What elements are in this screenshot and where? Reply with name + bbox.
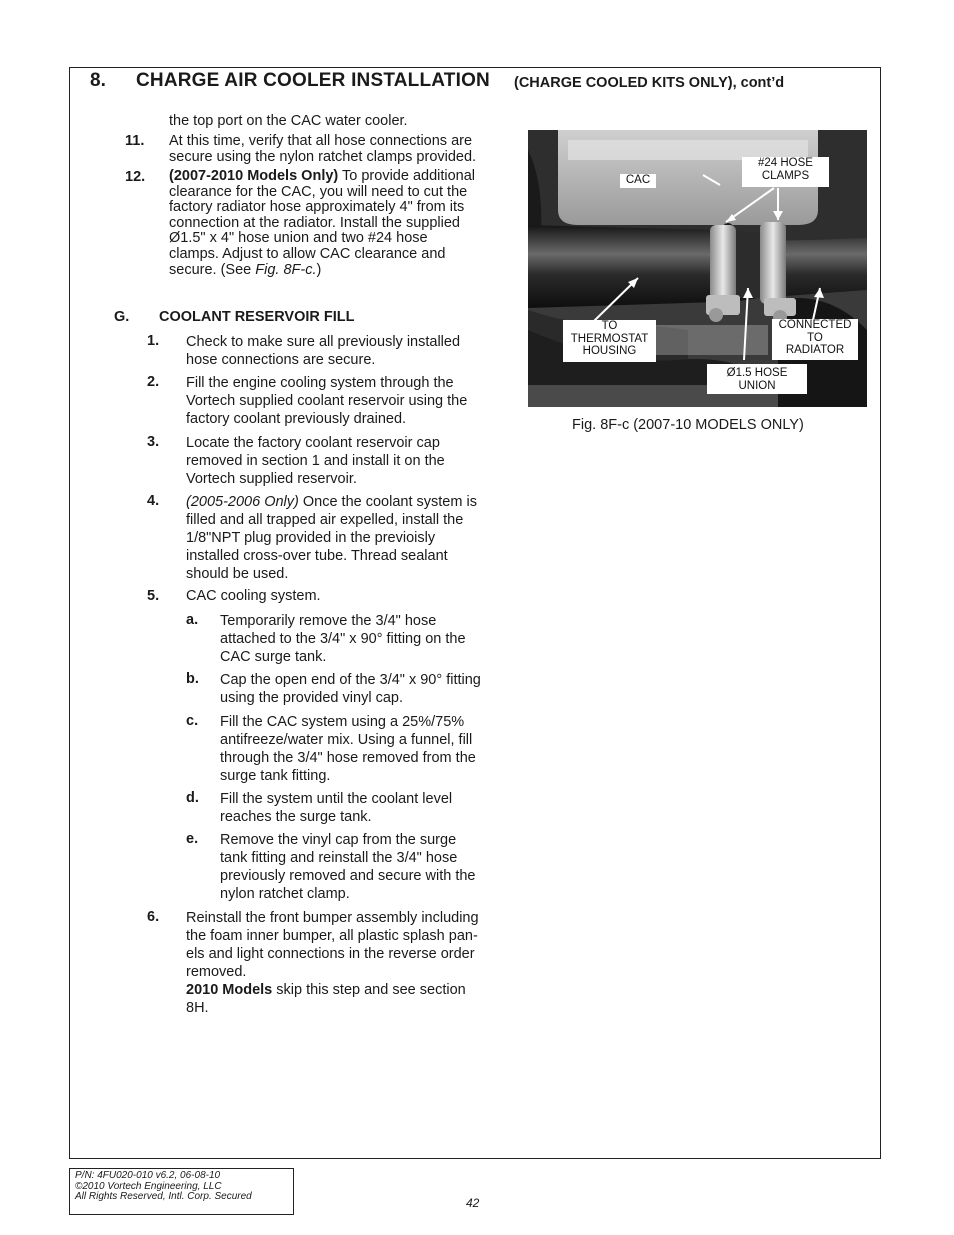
step-number: 2.: [147, 374, 160, 390]
figure-caption: Fig. 8F-c (2007-10 MODELS ONLY): [572, 417, 804, 433]
step-number: 4.: [147, 493, 160, 509]
subsection-letter: G.: [114, 309, 130, 325]
step-number: 12.: [125, 169, 146, 185]
substep-text: Cap the open end of the 3/4" x 90° fitting using the provided vinyl cap.: [220, 672, 481, 706]
step-text: Fill the engine cooling system through the Vortech supplied coolant reservoir using the factory coolant previously drained.: [186, 375, 468, 427]
step-number: 3.: [147, 434, 160, 450]
label-hose-clamps: #24 HOSE CLAMPS: [742, 157, 829, 187]
substep-text: Fill the CAC system using a 25%/75% antifreeze/water mix. Using a funnel, fill through the 3/4" hose removed from the surge tank fitting.: [220, 714, 476, 784]
step-text: Locate the factory coolant reservoir cap removed in section 1 and install it on the Vortech supplied reservoir.: [186, 435, 445, 487]
label-radiator: CONNECTED TO RADIATOR: [772, 319, 858, 360]
step-text: At this time, verify that all hose connections are secure using the nylon ratchet clamps provided.: [169, 133, 477, 165]
page-number: 42: [466, 1196, 480, 1210]
substep-text: Remove the vinyl cap from the surge tank fitting and reinstall the 3/4" hose previously removed and secure with the nylon ratchet clamp.: [220, 832, 476, 902]
section-number: 8.: [90, 70, 106, 91]
intro-text: the top port on the CAC water cooler.: [169, 113, 408, 129]
substep-text: Fill the system until the coolant level reaches the surge tank.: [220, 791, 453, 825]
step-number: 6.: [147, 909, 160, 925]
step-text: Reinstall the front bumper assembly including the foam inner bumper, all plastic splash pan- els and light connections in the reverse order removed. 2010 Models skip this step and see section 8H.: [186, 910, 479, 1016]
substep-letter: d.: [186, 790, 199, 806]
substep-letter: c.: [186, 713, 199, 729]
section-subtitle: (CHARGE COOLED KITS ONLY), cont’d: [514, 75, 785, 91]
hose-union-photo: [528, 130, 867, 407]
step-number: 5.: [147, 588, 160, 604]
label-hose-union: Ø1.5 HOSE UNION: [707, 364, 807, 394]
substep-text: Temporarily remove the 3/4" hose attached to the 3/4" x 90° fitting on the CAC surge tank.: [220, 613, 466, 665]
step-text: (2007-2010 Models Only) To provide additional clearance for the CAC, you will need to cut the factory radiator hose approximately 4" from its connection at the radiator. Install the supplied Ø1.5" x 4" hose union and two #24 hose clamps. Adjust to allow CAC clearance and secure. (See Fig. 8F-c.): [169, 168, 476, 278]
substep-letter: a.: [186, 612, 199, 628]
step-number: 11.: [125, 133, 145, 149]
substep-letter: e.: [186, 831, 199, 847]
step-number: 1.: [147, 333, 160, 349]
step-text: (2005-2006 Only) Once the coolant system is filled and all trapped air expelled, install the 1/8"NPT plug provided in the previoisly installed cross-over tube. Thread sealant should be used.: [186, 494, 477, 582]
step-text: Check to make sure all previously installed hose connections are secure.: [186, 334, 461, 368]
step-text: CAC cooling system.: [186, 588, 321, 604]
label-thermostat: TO THERMOSTAT HOUSING: [563, 320, 656, 362]
substep-letter: b.: [186, 671, 199, 687]
footer-copyright: P/N: 4FU020-010 v6.2, 06-08-10 ©2010 Vortech Engineering, LLC All Rights Reserved, Intl. Corp. Secured: [69, 1168, 294, 1215]
subsection-title: COOLANT RESERVOIR FILL: [159, 309, 355, 325]
label-cac: CAC: [620, 174, 656, 188]
section-title: CHARGE AIR COOLER INSTALLATION: [136, 70, 490, 91]
